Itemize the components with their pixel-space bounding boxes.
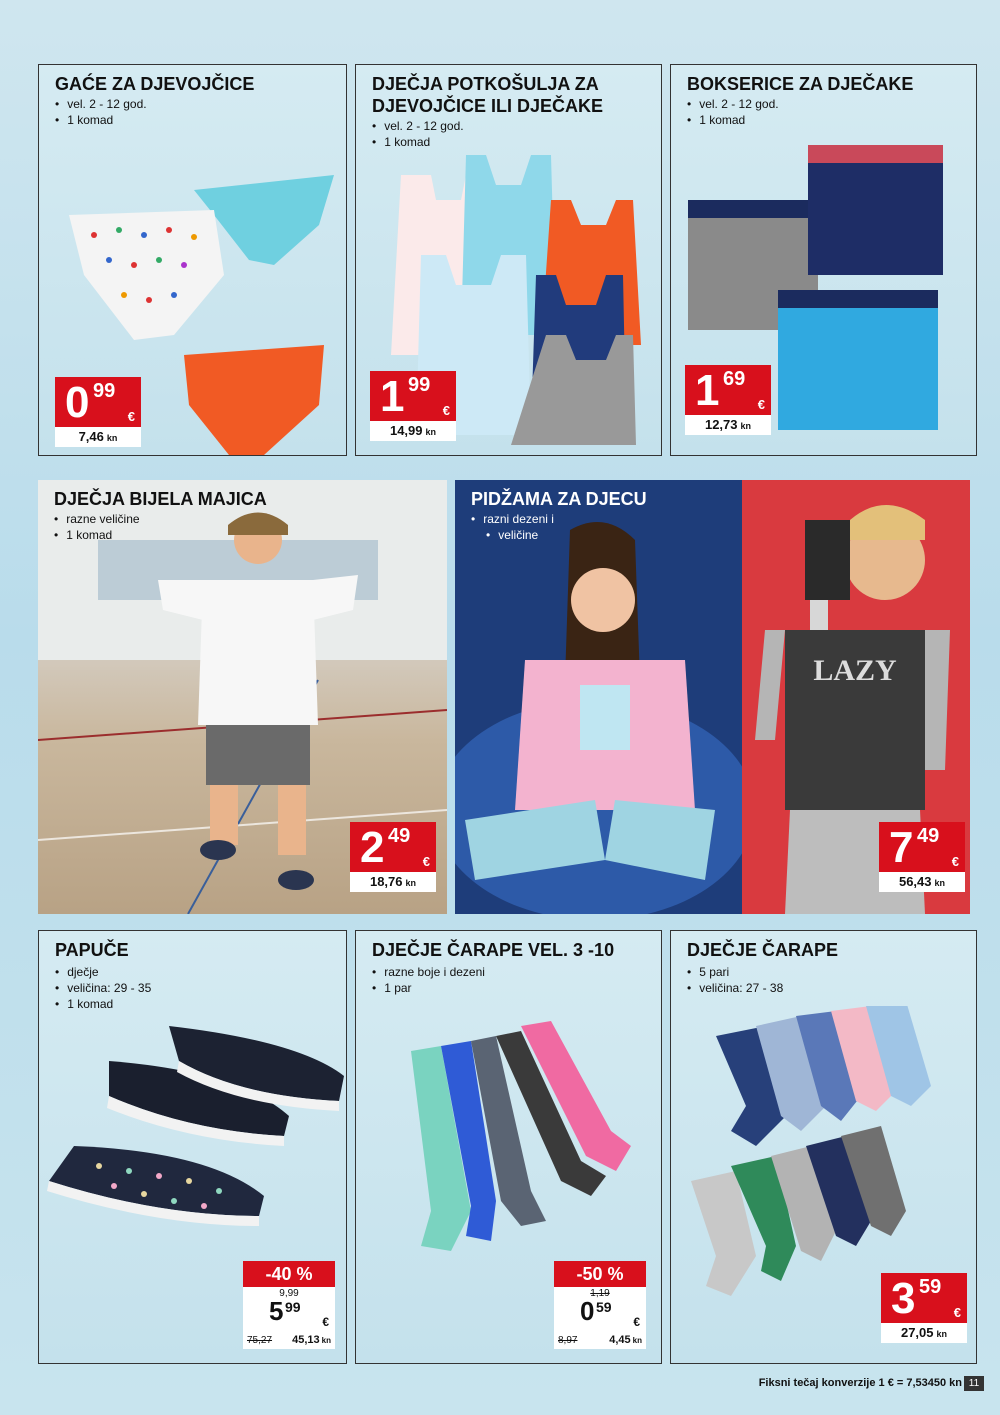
price-kn-unit: kn [425,427,437,437]
bullet: • 1 par [372,980,485,996]
price-kn-value: 27,05 [900,1325,934,1340]
shirt-print-text: LAZY [813,654,897,687]
discount-percent: -40 % [243,1261,335,1287]
price-euro-dec: 99 [285,1299,301,1315]
price-kn-value: 14,99 [389,423,423,438]
product-bullets [372,964,485,996]
bullet: • 1 komad [55,996,151,1012]
discount-percent: -50 % [554,1261,646,1287]
price-tag [685,365,771,435]
price-tag [881,1273,967,1343]
price-kn [350,872,436,892]
product-title-line: DJEČJA POTKOŠULJA ZA [372,74,599,94]
price-tag [350,822,436,892]
price-tag [370,371,456,441]
bullet: • vel. 2 - 12 god. [372,118,464,134]
price-euro-dec: 99 [408,374,431,396]
product-bullets [687,964,783,996]
price-kn [55,427,141,447]
price-euro-sign: € [953,1305,961,1320]
bullet: • veličina: 27 - 38 [687,980,783,996]
price-euro-sign: € [422,854,430,869]
price-euro-int: 5 [269,1296,284,1326]
price-euro-sign: € [951,854,959,869]
price-kn [370,421,456,441]
price-euro-dec: 99 [93,380,116,402]
price-kn-unit: kn [405,878,417,888]
price-kn [292,1334,331,1346]
price-kn-value: 4,45 [609,1334,631,1346]
price-euro-sign: € [127,409,135,424]
discount-tag [554,1261,646,1349]
old-price-euro: 9,99 [279,1288,299,1299]
bullet: • 1 komad [687,112,779,128]
product-title: PAPUČE [55,940,129,960]
price-kn-unit: kn [934,878,946,888]
product-card-slippers [38,930,347,1364]
price-euro-dec: 49 [917,825,940,847]
old-price-kn: 8,97 [558,1335,578,1346]
bullet: • razni dezeni i [471,511,554,527]
product-title: DJEČJA BIJELA MAJICA [54,489,267,509]
price-kn [609,1334,642,1346]
price-kn-unit: kn [632,1336,642,1345]
price-kn [685,415,771,435]
product-card-boxers [670,64,977,456]
price-euro-sign: € [322,1315,329,1329]
price-kn [879,872,965,892]
price-euro-int: 0 [580,1296,595,1326]
bullet: • vel. 2 - 12 god. [687,96,779,112]
product-title-line: DJEVOJČICE ILI DJEČAKE [372,96,604,116]
price-euro-sign: € [757,397,765,412]
page-number: 11 [964,1376,984,1391]
price-euro-dec: 59 [919,1276,942,1298]
price-kn-value: 45,13 [292,1334,320,1346]
price-kn-value: 7,46 [78,429,104,444]
price-euro-sign: € [442,403,450,418]
socks-illustration [381,1011,641,1271]
socks-5pack-illustration [686,1006,966,1306]
product-title [372,73,603,117]
price-euro-int: 1 [380,372,404,421]
price-euro-int: 0 [65,378,89,427]
product-card-undershirt [355,64,662,456]
price-euro-int: 2 [360,823,384,872]
price-euro-sign: € [633,1315,640,1329]
discount-tag [243,1261,335,1349]
conversion-rate-note: Fiksni tečaj konverzije 1 € = 7,53450 kn [758,1377,962,1389]
product-title: DJEČJE ČARAPE VEL. 3 -10 [372,940,615,960]
price-kn [881,1323,967,1343]
price-kn-value: 56,43 [898,874,932,889]
price-euro-dec: 49 [388,825,411,847]
bullet: • 1 komad [54,527,140,543]
slippers-illustration [39,1016,348,1246]
product-card-white-tshirt [38,480,447,914]
price-tag [55,377,141,447]
price-euro-dec: 59 [596,1299,612,1315]
product-title: BOKSERICE ZA DJEČAKE [687,74,914,94]
bullet: • 5 pari [687,964,783,980]
product-bullets [55,964,151,1012]
price-euro-int: 3 [891,1274,915,1323]
bullet: • razne boje i dezeni [372,964,485,980]
product-bullets [687,96,779,128]
price-euro-dec: 69 [723,368,746,390]
price-kn-unit: kn [936,1329,948,1339]
product-card-socks-single [355,930,662,1364]
bullet: • dječje [55,964,151,980]
bullet: • veličina: 29 - 35 [55,980,151,996]
price-euro-int: 7 [889,823,913,872]
price-kn-unit: kn [321,1336,331,1345]
bullet: • veličine [471,527,554,543]
price-euro-int: 1 [695,366,719,415]
old-price-kn: 75,27 [247,1335,273,1346]
price-kn-value: 12,73 [704,417,738,432]
bullet: • 1 komad [372,134,464,150]
product-title: GAĆE ZA DJEVOJČICE [55,74,255,94]
product-bullets [55,96,147,128]
price-kn-value: 18,76 [369,874,403,889]
product-bullets [54,511,140,543]
price-tag [879,822,965,892]
product-title: PIDŽAMA ZA DJECU [471,489,647,509]
price-kn-unit: kn [106,433,118,443]
product-title: DJEČJE ČARAPE [687,940,839,960]
old-price-euro: 1,19 [590,1288,610,1299]
bullet: • razne veličine [54,511,140,527]
price-kn-unit: kn [740,421,752,431]
product-bullets [471,511,554,543]
product-card-socks-5pack [670,930,977,1364]
bullet: • 1 komad [55,112,147,128]
product-card-girls-briefs [38,64,347,456]
bullet: • vel. 2 - 12 god. [55,96,147,112]
product-card-pajamas [455,480,970,914]
